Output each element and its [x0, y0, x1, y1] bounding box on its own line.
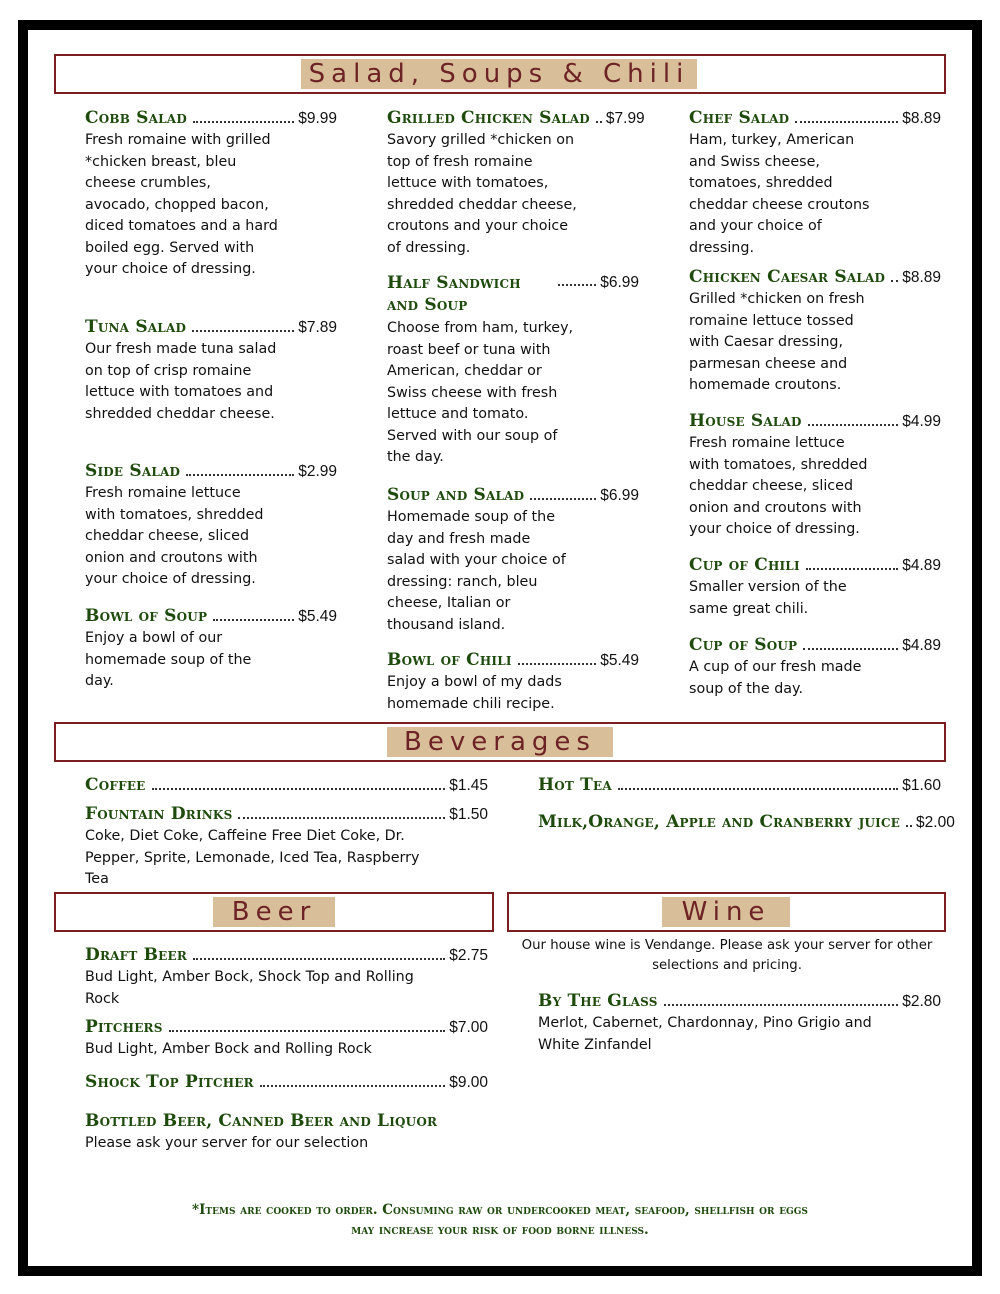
leader-dots: [618, 788, 898, 790]
item-price: $5.49: [600, 652, 639, 669]
wine-banner: [507, 892, 946, 932]
menu-item: [689, 106, 941, 259]
leader-dots: [664, 1004, 899, 1006]
item-price: $4.99: [902, 413, 941, 430]
salads-banner: [54, 54, 946, 94]
item-name: Chicken Caesar Salad: [689, 267, 886, 287]
leader-dots: [906, 825, 912, 827]
item-description: Enjoy a bowl of my dads homemade chili recipe.: [387, 674, 562, 712]
beer-heading: Beer: [213, 897, 335, 927]
item-price: $7.99: [605, 110, 645, 127]
menu-item: [689, 409, 941, 541]
item-price: $1.45: [449, 777, 488, 794]
item-price: $9.00: [449, 1074, 488, 1091]
item-name: Milk,Orange, Apple and Cranberry juice: [538, 812, 901, 832]
leader-dots: [169, 1030, 446, 1032]
item-name: Cup of Soup: [689, 635, 798, 655]
item-price: $2.00: [916, 814, 955, 831]
item-name: Fountain Drinks: [85, 804, 233, 824]
menu-item: [85, 1109, 488, 1155]
menu-item: [689, 265, 941, 397]
item-price: $1.50: [449, 806, 488, 823]
item-description: Merlot, Cabernet, Chardonnay, Pino Grigio and White Zinfandel: [538, 1015, 872, 1053]
leader-dots: [891, 280, 898, 282]
item-price: $6.99: [600, 487, 639, 504]
item-name: Hot Tea: [538, 775, 612, 795]
beer-banner: [54, 892, 494, 932]
item-name: Side Salad: [85, 461, 181, 481]
item-name: Chef Salad: [689, 108, 790, 128]
item-price: $2.75: [449, 947, 488, 964]
menu-item: [85, 1070, 488, 1092]
menu-item: [538, 989, 941, 1056]
item-description: Fresh romaine lettuce with tomatoes, shredded cheddar cheese, sliced onion and croutons with your choice of dressing.: [85, 485, 264, 587]
item-name: Cobb Salad: [85, 108, 187, 128]
item-description: Coke, Diet Coke, Caffeine Free Diet Coke, Dr. Pepper, Sprite, Lemonade, Iced Tea, Raspberry Tea: [85, 828, 420, 887]
food-safety-disclaimer: [120, 1200, 880, 1240]
item-description: Bud Light, Amber Bock and Rolling Rock: [85, 1041, 372, 1057]
leader-dots: [186, 474, 294, 476]
menu-item: [689, 553, 941, 620]
item-description: Please ask your server for our selection: [85, 1135, 369, 1151]
item-name: Pitchers: [85, 1017, 163, 1037]
menu-item: [538, 810, 955, 832]
menu-item: [689, 633, 941, 700]
item-price: $2.99: [298, 463, 337, 480]
item-description: Savory grilled *chicken on top of fresh romaine lettuce with tomatoes, shredded cheddar cheese, croutons and your choice of dressing.: [387, 132, 577, 256]
item-price: $5.49: [298, 608, 337, 625]
item-description: Fresh romaine lettuce with tomatoes, shredded cheddar cheese, sliced onion and croutons with your choice of dressing.: [689, 435, 868, 537]
item-price: $8.89: [902, 269, 941, 286]
item-description: Fresh romaine with grilled *chicken breast, bleu cheese crumbles, avocado, chopped bacon, diced tomatoes and a hard boiled egg. Served with your choice of dressing.: [85, 132, 278, 277]
item-description: Bud Light, Amber Bock, Shock Top and Rolling Rock: [85, 969, 414, 1007]
leader-dots: [213, 619, 294, 621]
leader-dots: [596, 121, 602, 123]
item-name: Bowl of Chili: [387, 650, 512, 670]
beverages-banner: [54, 722, 946, 762]
item-name: Coffee: [85, 775, 146, 795]
item-description: Enjoy a bowl of our homemade soup of the day.: [85, 630, 252, 689]
item-price: $6.99: [600, 274, 639, 291]
leader-dots: [192, 330, 294, 332]
item-description: Homemade soup of the day and fresh made salad with your choice of dressing: ranch, bleu cheese, Italian or thousand island.: [387, 509, 566, 633]
item-name: House Salad: [689, 411, 802, 431]
item-price: $7.00: [449, 1019, 488, 1036]
item-price: $4.89: [902, 557, 941, 574]
item-name: Half Sandwich and Soup: [387, 273, 521, 315]
item-description: Choose from ham, turkey, roast beef or tuna with American, cheddar or Swiss cheese with fresh lettuce and tomato. Served with our soup of the day.: [387, 320, 574, 465]
item-name: Soup and Salad: [387, 485, 525, 505]
leader-dots: [238, 817, 445, 819]
item-price: $7.89: [298, 319, 337, 336]
menu-item: [85, 604, 337, 693]
leader-dots: [795, 121, 898, 123]
item-description: Grilled *chicken on fresh romaine lettuce tossed with Caesar dressing, parmesan cheese and homemade croutons.: [689, 291, 865, 393]
item-price: $1.60: [902, 777, 941, 794]
item-description: Smaller version of the same great chili.: [689, 579, 847, 617]
wine-note: Our house wine is Vendange. Please ask your server for other selections and pricing.: [521, 938, 933, 973]
menu-item: [85, 106, 337, 281]
leader-dots: [806, 568, 898, 570]
item-name: Bowl of Soup: [85, 606, 208, 626]
item-name: Grilled Chicken Salad: [387, 108, 590, 128]
disclaimer-line: may increase your risk of food borne illness.: [351, 1222, 649, 1238]
leader-dots: [530, 498, 596, 500]
wine-heading: Wine: [662, 897, 790, 927]
item-name: Tuna Salad: [85, 317, 187, 337]
leader-dots: [518, 663, 597, 665]
item-name: Cup of Chili: [689, 555, 800, 575]
leader-dots: [152, 788, 446, 790]
menu-item: [85, 1015, 488, 1061]
leader-dots: [558, 284, 596, 286]
leader-dots: [260, 1085, 445, 1087]
menu-item: [85, 943, 488, 1010]
leader-dots: [808, 424, 899, 426]
menu-item: [85, 459, 337, 591]
disclaimer-line: *Items are cooked to order. Consuming raw or undercooked meat, seafood, shellfish or eggs: [192, 1202, 808, 1218]
item-description: Ham, turkey, American and Swiss cheese, tomatoes, shredded cheddar cheese croutons and your choice of dressing.: [689, 132, 870, 256]
item-name: By The Glass: [538, 991, 658, 1011]
menu-item: [387, 483, 639, 636]
menu-item: [387, 272, 639, 469]
menu-item: [538, 773, 941, 795]
item-price: $9.99: [298, 110, 337, 127]
item-name: Bottled Beer, Canned Beer and Liquor: [85, 1111, 438, 1131]
menu-item: [85, 773, 488, 795]
leader-dots: [193, 958, 445, 960]
beverages-heading: Beverages: [387, 727, 613, 757]
menu-item: [85, 315, 337, 425]
menu-item: [387, 648, 639, 715]
item-description: Our fresh made tuna salad on top of crisp romaine lettuce with tomatoes and shredded cheddar cheese.: [85, 341, 277, 422]
item-price: $2.80: [902, 993, 941, 1010]
item-price: $4.89: [902, 637, 941, 654]
item-price: $8.89: [902, 110, 941, 127]
item-name: Draft Beer: [85, 945, 188, 965]
item-description: A cup of our fresh made soup of the day.: [689, 659, 862, 697]
leader-dots: [803, 648, 898, 650]
menu-item: [85, 802, 488, 891]
menu-item: [387, 106, 645, 259]
salads-heading: Salad, Soups & Chili: [301, 59, 697, 89]
item-name: Shock Top Pitcher: [85, 1072, 254, 1092]
leader-dots: [193, 121, 294, 123]
